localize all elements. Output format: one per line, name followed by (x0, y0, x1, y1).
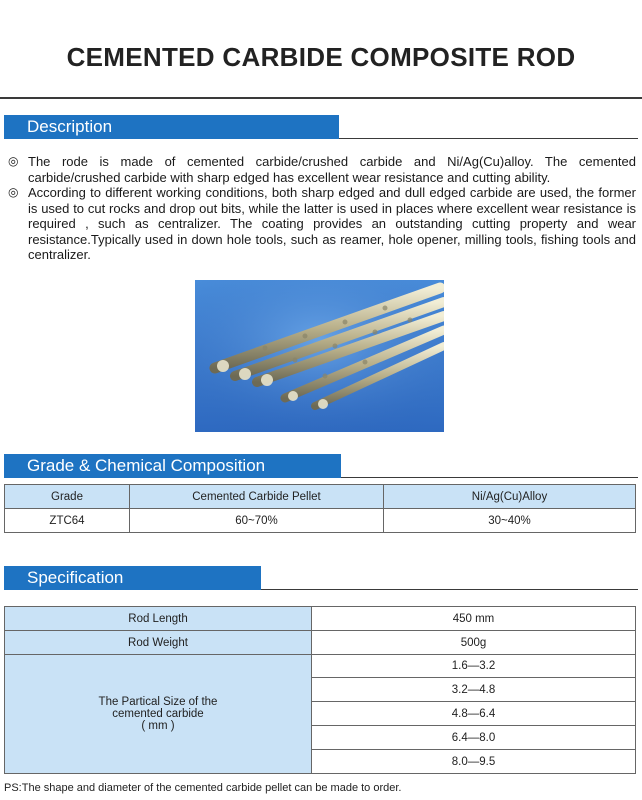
table-row (5, 509, 636, 533)
particle-size-value: 6.4—8.0 (312, 726, 636, 750)
description-paragraph (8, 185, 636, 263)
rod-weight-label: Rod Weight (5, 631, 312, 655)
particle-size-unit: ( mm ) (141, 720, 175, 732)
particle-size-value: 8.0—9.5 (312, 750, 636, 774)
specification-table (4, 606, 636, 774)
cell-alloy: 30~40% (384, 509, 636, 533)
composition-banner: Grade & Chemical Composition (4, 454, 341, 478)
specification-banner-rule (261, 589, 638, 590)
description-paragraph (8, 154, 636, 185)
particle-size-label-line: The Partical Size of the (98, 696, 218, 708)
rod-weight-value: 500g (312, 631, 636, 655)
particle-size-label-line: cemented carbide (112, 708, 204, 720)
cell-carbide-pellet: 60~70% (130, 509, 384, 533)
page-title: CEMENTED CARBIDE COMPOSITE ROD (66, 42, 576, 72)
description-banner-rule (339, 138, 638, 139)
particle-size-value: 1.6—3.2 (312, 655, 636, 678)
particle-size-value: 4.8—6.4 (312, 702, 636, 726)
cell-grade: ZTC64 (5, 509, 130, 533)
header-carbide-pellet: Cemented Carbide Pellet (130, 485, 384, 509)
product-photo (195, 280, 444, 432)
composition-table (4, 484, 636, 533)
table-row (5, 655, 636, 678)
table-header-row (5, 485, 636, 509)
rod-length-label: Rod Length (5, 607, 312, 631)
bullet-icon: ◎ (8, 185, 19, 199)
description-text: According to different working conditions, both sharp edged and dull edged carbide are used, the former is used to cut rocks and drop out bits, while the latter is used in places where excellent wear resistance is required , such as centralizer. The coating provides an outstanding cutting property and wear resistance.Typically used in down hole tools, such as reamer, hole opener, milling tools, fishing tools and centralizer. (28, 185, 636, 262)
rod-length-value: 450 mm (312, 607, 636, 631)
description-banner: Description (4, 115, 339, 139)
composition-banner-rule (341, 477, 638, 478)
title-divider (0, 97, 642, 99)
particle-size-label (5, 655, 312, 774)
specification-banner: Specification (4, 566, 261, 590)
footnote: PS:The shape and diameter of the cemented carbide pellet can be made to order. (4, 782, 402, 794)
table-row (5, 607, 636, 631)
description-text: The rode is made of cemented carbide/crushed carbide and Ni/Ag(Cu)alloy. The cemented carbide/crushed carbide with sharp edged has excellent wear resistance and cutting ability. (28, 154, 636, 185)
bullet-icon: ◎ (8, 154, 19, 168)
table-row (5, 631, 636, 655)
description-list (8, 154, 636, 263)
header-alloy: Ni/Ag(Cu)Alloy (384, 485, 636, 509)
header-grade: Grade (5, 485, 130, 509)
particle-size-value: 3.2—4.8 (312, 678, 636, 702)
